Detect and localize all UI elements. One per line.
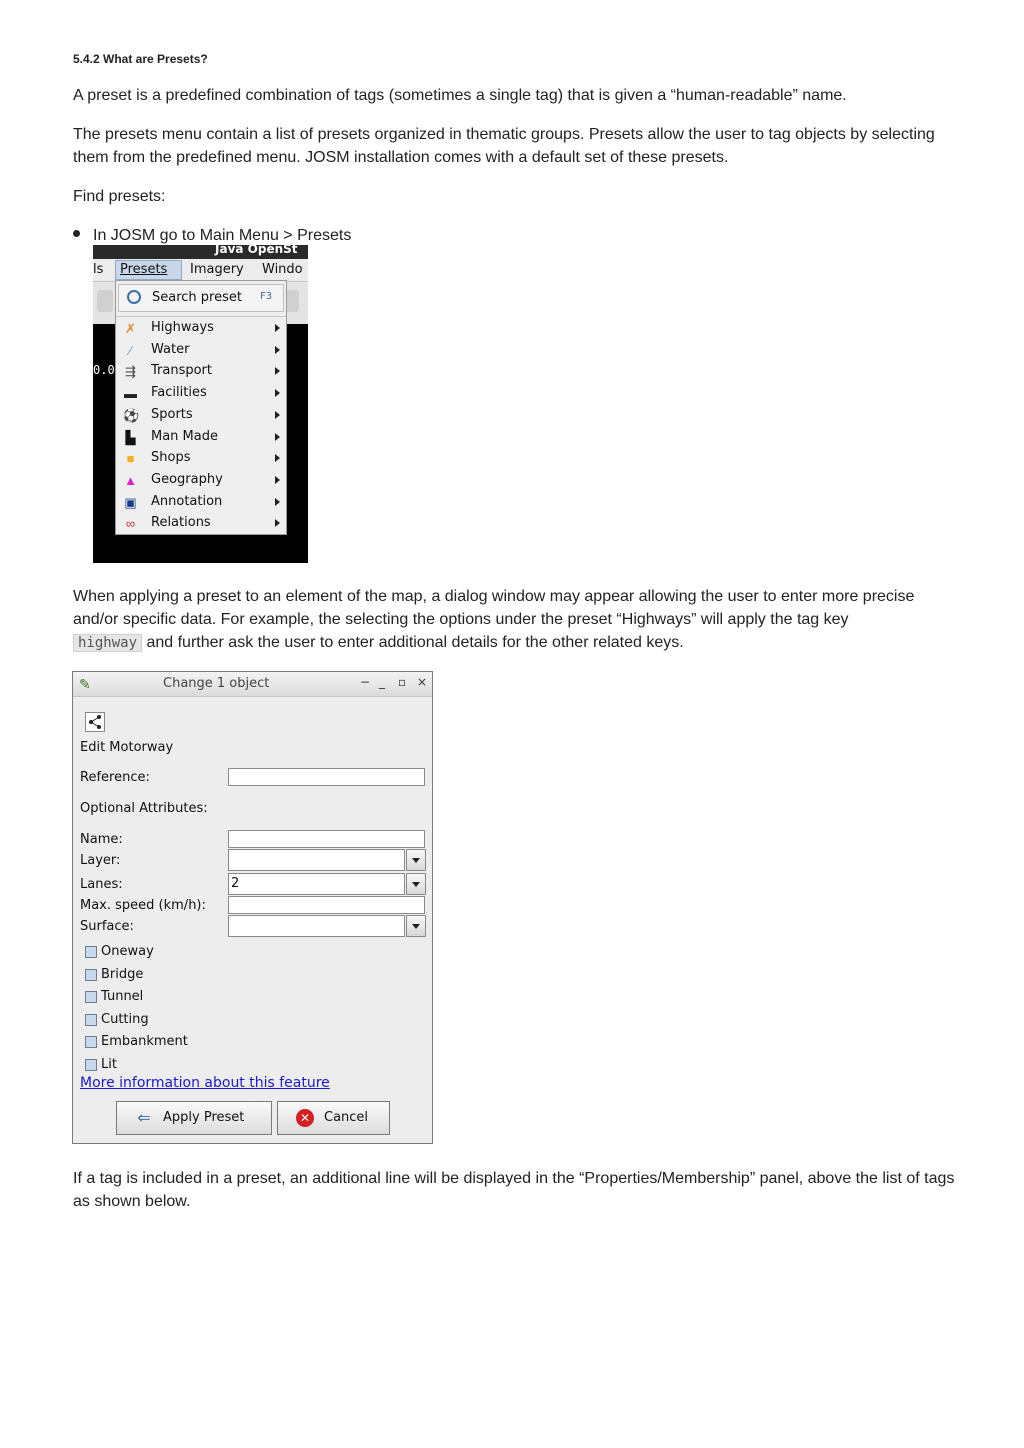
menu-windows[interactable]: Windo [262,262,303,277]
preset-menu-item-label: Sports [151,406,193,422]
apply-preset-button[interactable] [116,1101,272,1135]
checkbox-label: Embankment [101,1034,188,1050]
section-heading: 5.4.2 What are Presets? [73,52,208,66]
search-preset-icon [127,290,141,304]
relations-icon: ∞ [125,516,136,532]
presets-menu-screenshot [93,245,308,563]
apply-arrow-icon: ⇐ [137,1108,151,1127]
preset-menu-item-label: Annotation [151,493,223,509]
facilities-icon: ▬ [124,386,137,402]
search-preset-item[interactable] [118,284,284,312]
bullet-dot [73,230,80,237]
surface-dropdown-icon[interactable] [406,915,426,937]
menu-imagery[interactable]: Imagery [190,262,244,277]
checkbox-embankment[interactable] [85,1036,97,1048]
preset-menu-item-label: Relations [151,515,211,531]
checkbox-bridge[interactable] [85,969,97,981]
checkbox-tunnel[interactable] [85,991,97,1003]
shops-icon: ■ [126,451,135,467]
minimize-icon[interactable]: _ [379,675,385,689]
paragraph-preset-definition: A preset is a predefined combination of tags (sometimes a single tag) that is given a “human-readable” name. [73,87,847,104]
preset-menu-item[interactable] [116,492,286,513]
menu-icon[interactable]: − [360,675,371,689]
highways-icon: ✗ [125,321,136,336]
reference-label: Reference: [80,770,150,785]
cancel-label: Cancel [324,1110,369,1125]
checkbox-oneway[interactable] [85,946,97,958]
sports-icon: ⚽ [123,407,140,423]
menu-tools[interactable]: ls [93,262,104,277]
preset-menu-item-label: Facilities [151,385,207,401]
surface-combo[interactable] [228,915,405,937]
checkbox-label: Tunnel [101,989,144,1005]
preset-menu-item-label: Man Made [151,428,218,444]
maxspeed-label: Max. speed (km/h): [80,898,206,913]
presets-dropdown [115,280,287,535]
preset-menu-item[interactable] [116,340,286,361]
surface-label: Surface: [80,919,134,934]
paragraph-text-part1: When applying a preset to an element of the map, a dialog window may appear allowing the user to enter more precise and/or specific data. For example, the selecting the options under the preset “Highways” will apply the tag key [73,588,915,628]
close-icon[interactable]: × [417,675,428,689]
annotation-icon: ▣ [124,494,137,510]
search-preset-label: Search preset [152,290,242,305]
checkbox-label: Lit [101,1057,117,1072]
cancel-button[interactable] [277,1101,390,1135]
submenu-arrow-icon [275,411,280,419]
preset-menu-item[interactable] [116,318,286,339]
window-titlebar [93,245,308,259]
preset-menu-item[interactable] [116,427,286,448]
preset-menu-item[interactable] [116,361,286,382]
change-object-dialog-screenshot [72,671,433,1144]
window-title: Java OpenSt [215,245,298,256]
preset-menu-item-label: Geography [151,471,223,487]
preset-menu-item[interactable] [116,405,286,426]
preset-menu-item-label: Water [151,341,190,357]
water-icon: ⁄ [129,342,132,358]
checkbox-cutting[interactable] [85,1014,97,1026]
preset-name: Edit Motorway [80,740,174,755]
paragraph-find-presets: Find presets: [73,188,166,205]
apply-preset-label: Apply Preset [163,1110,245,1125]
dialog-title: Change 1 object [163,676,270,691]
paragraph-properties-membership: If a tag is included in a preset, an additional line will be displayed in the “Properties/Membership” panel, above the list of tags as shown below. [73,1170,955,1210]
lanes-dropdown-icon[interactable] [406,873,426,895]
geography-icon: ▲ [124,472,137,488]
layer-label: Layer: [80,853,121,868]
checkbox-label: Bridge [101,966,144,982]
toolbar-button[interactable] [97,290,113,312]
preset-menu-item[interactable] [116,513,286,534]
motorway-preset-icon [85,712,105,732]
maximize-icon[interactable]: ▫ [398,675,407,689]
submenu-arrow-icon [275,367,280,375]
more-information-link[interactable]: More information about this feature [80,1075,330,1091]
preset-menu-item-label: Transport [151,363,213,379]
checkbox-label: Cutting [101,1011,149,1027]
checkbox-label: Oneway [101,944,154,959]
man-made-icon: ▙ [125,429,136,445]
preset-menu-item-label: Highways [151,320,214,335]
paragraph-text-part2: and further ask the user to enter additional details for the other related keys. [146,634,684,651]
submenu-arrow-icon [275,498,280,506]
reference-field[interactable] [228,768,425,786]
submenu-arrow-icon [275,519,280,527]
menu-presets[interactable]: Presets [120,262,168,277]
paragraph-applying-preset [73,585,963,655]
map-canvas-readout: 0.0 [93,363,115,377]
preset-menu-item-label: Shops [151,450,191,466]
layer-dropdown-icon[interactable] [406,849,426,871]
menubar [93,259,308,282]
preset-menu-item[interactable] [116,383,286,404]
name-label: Name: [80,832,123,847]
menu-separator [116,316,286,317]
josm-app-icon: ✎ [79,676,91,692]
paragraph-presets-menu: The presets menu contain a list of presets organized in thematic groups. Presets allow the user to tag objects by selecting them from the predefined menu. JOSM installation comes with a default set of these presets. [73,126,935,166]
submenu-arrow-icon [275,324,280,332]
submenu-arrow-icon [275,389,280,397]
submenu-arrow-icon [275,454,280,462]
code-highway: highway [73,634,142,652]
lanes-label: Lanes: [80,877,123,892]
dialog-titlebar [73,672,432,697]
search-preset-shortcut: F3 [260,291,273,302]
lanes-combo[interactable]: 2 [228,873,405,895]
optional-attributes-heading: Optional Attributes: [80,801,208,816]
layer-combo[interactable] [228,849,405,871]
submenu-arrow-icon [275,433,280,441]
preset-menu-item[interactable] [116,448,286,469]
bullet-main-menu-presets: In JOSM go to Main Menu > Presets [93,227,352,244]
submenu-arrow-icon [275,476,280,484]
maxspeed-field[interactable] [228,896,425,914]
submenu-arrow-icon [275,346,280,354]
transport-icon: ⇶ [125,364,136,380]
preset-menu-item[interactable] [116,470,286,491]
checkbox-lit[interactable] [85,1059,97,1071]
name-field[interactable] [228,830,425,848]
cancel-x-icon: ✕ [296,1109,314,1127]
